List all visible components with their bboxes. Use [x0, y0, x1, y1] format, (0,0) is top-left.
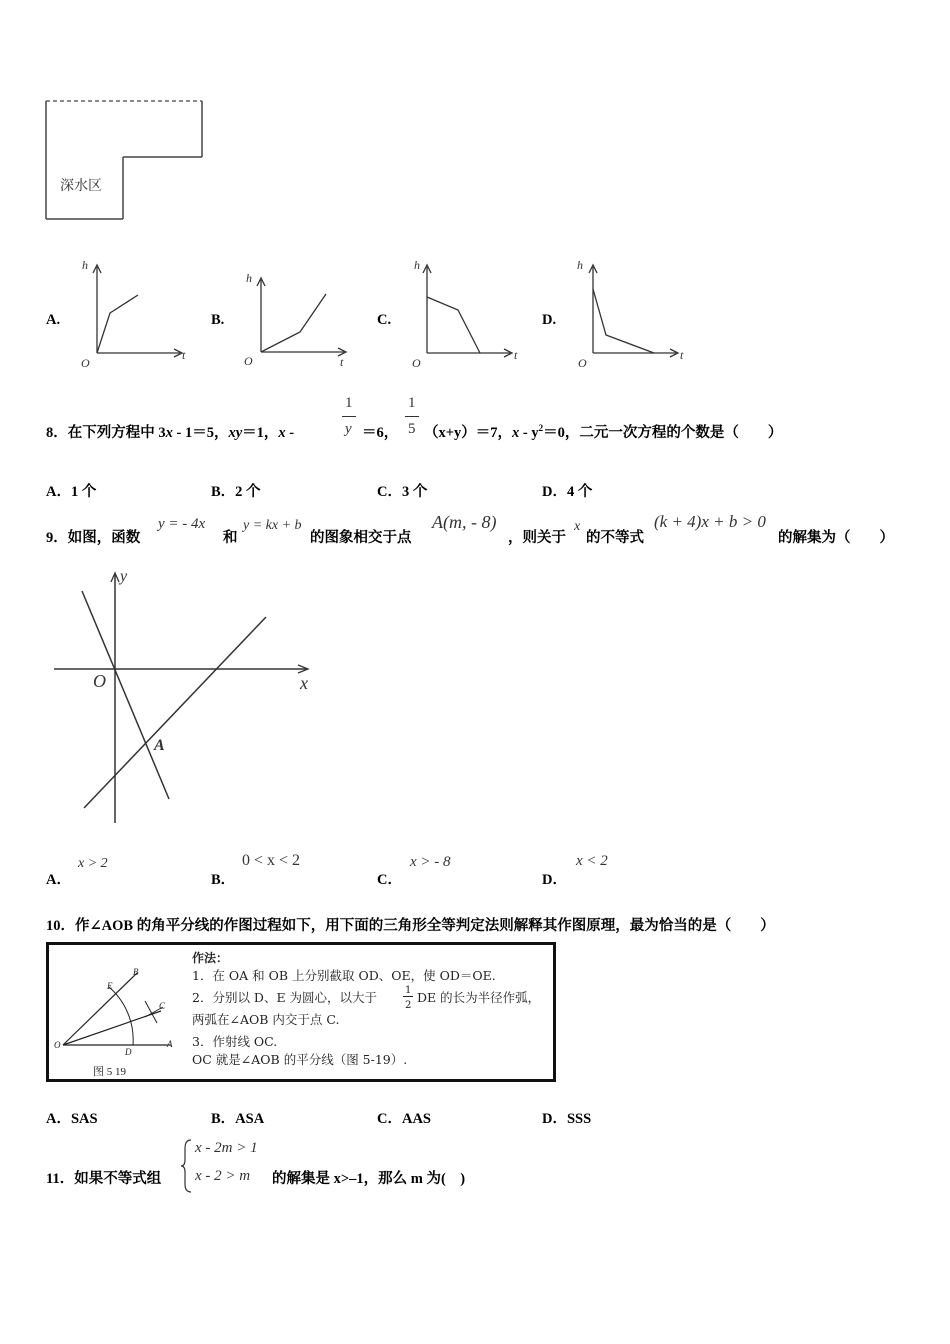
q8-text-2: - 1＝5，: [172, 425, 229, 441]
q8-var: xy: [228, 425, 243, 441]
axis-origin-label: O: [412, 356, 421, 370]
q7-option-c-label[interactable]: C.: [377, 312, 392, 328]
figure-caption: 图 5 19: [93, 1066, 126, 1078]
q7-option-b-label[interactable]: B.: [211, 312, 225, 328]
q11-text-1: 11．如果不等式组: [46, 1171, 162, 1187]
q9-text-5: 的不等式: [586, 530, 644, 546]
q10-option-b[interactable]: B．ASA: [211, 1111, 265, 1127]
q9-var-x: x: [574, 519, 581, 534]
axis-t-label: t: [340, 355, 344, 369]
label-b: B: [133, 967, 139, 977]
q8-frac1-bar: [342, 416, 356, 417]
q9-option-b-letter[interactable]: B．: [211, 872, 236, 888]
q8-var: x: [512, 425, 520, 441]
q9-option-b-math[interactable]: 0 < x < 2: [242, 852, 301, 869]
q8-option-a[interactable]: A．1 个: [46, 484, 97, 500]
q10-option-d[interactable]: D．SSS: [542, 1111, 592, 1127]
q9-text-2: 和: [223, 530, 238, 546]
q8-text-5: ＝6，: [362, 425, 399, 441]
axis-origin-label: O: [578, 356, 587, 370]
label-e: E: [107, 981, 113, 991]
label-c: C: [159, 1001, 166, 1011]
q8-text-3: ＝1，: [242, 425, 279, 441]
step-2-part-1: 2．分别以 D、E 为圆心，以大于: [192, 990, 378, 1005]
q8-frac2-den: 5: [408, 421, 416, 437]
q11-brace: [180, 1138, 194, 1194]
q10-stem: 10．作∠AOB 的角平分线的作图过程如下，用下面的三角形全等判定法则解释其作图原理，最为恰当的是（ ）: [46, 918, 775, 934]
q7-graph-b: [236, 262, 361, 370]
label-a: A: [167, 1039, 173, 1049]
q9-text-6: 的解集为（ ）: [778, 530, 894, 546]
q10-option-a[interactable]: A．SAS: [46, 1111, 98, 1127]
construction-step-1: 1．在 OA 和 OB 上分别截取 OD、OE，使 OD＝OE.: [192, 968, 496, 983]
q9-option-c-math[interactable]: x > - 8: [410, 854, 451, 870]
q8-superscript: 2: [538, 423, 544, 434]
axis-t-label: t: [514, 348, 518, 362]
q9-option-c-letter[interactable]: C．: [377, 872, 402, 888]
q8-text-7: - y: [519, 425, 539, 441]
q8-frac2-num: 1: [408, 395, 416, 411]
construction-header: 作法：: [192, 951, 229, 965]
q7-option-d-label[interactable]: D.: [542, 312, 557, 328]
q7-graph-d: [568, 255, 693, 370]
label-o: O: [54, 1040, 61, 1050]
q9-inequality: (k + 4)x + b > 0: [654, 512, 766, 531]
deep-water-label: 深水区: [60, 178, 102, 194]
axis-h-label: h: [82, 258, 88, 272]
q11-inequality-2: x - 2 > m: [195, 1168, 251, 1184]
q9-func2: y = kx + b: [243, 518, 302, 533]
q8-var: x: [278, 425, 286, 441]
axis-t-label: t: [182, 348, 186, 362]
q8-frac1-num: 1: [345, 395, 353, 411]
q7-option-a-label[interactable]: A.: [46, 312, 61, 328]
q7-graph-a: [72, 255, 197, 370]
construction-step-3: 3．作射线 OC.: [192, 1034, 278, 1049]
q7-graph-c: [402, 255, 527, 370]
q8-option-d[interactable]: D．4 个: [542, 484, 593, 500]
q9-option-d-math[interactable]: x < 2: [576, 853, 608, 869]
graph-y-label: y: [120, 568, 128, 585]
q11-text-2: 的解集是 x>–1，那么 m 为( ): [272, 1171, 466, 1187]
q9-option-a-math[interactable]: x > 2: [78, 856, 108, 871]
half-num: 1: [405, 985, 412, 996]
q8-text-4: -: [285, 425, 295, 441]
q9-text-4: ，则关于: [508, 530, 566, 546]
graph-origin-label: O: [93, 671, 106, 691]
pool-figure: [40, 95, 210, 225]
q10-construction-box: [46, 942, 556, 1082]
q9-option-a-letter[interactable]: A．: [46, 872, 71, 888]
q8-option-b[interactable]: B．2 个: [211, 484, 261, 500]
graph-x-label: x: [300, 673, 308, 693]
q8-text-8: ＝0，二元一次方程的个数是（ ）: [543, 425, 783, 441]
axis-h-label: h: [414, 258, 420, 272]
pool-diagram: [40, 95, 210, 225]
q9-text-1: 9．如图，函数: [46, 530, 141, 546]
q11-inequality-1: x - 2m > 1: [195, 1140, 258, 1156]
q8-text-6: （x+y）＝7，: [424, 425, 513, 441]
graph-point-a-label: A: [154, 737, 165, 754]
q9-option-d-letter[interactable]: D．: [542, 872, 567, 888]
q10-option-c[interactable]: C．AAS: [377, 1111, 431, 1127]
axis-h-label: h: [577, 258, 583, 272]
axis-origin-label: O: [244, 354, 253, 368]
q8-var: x: [165, 425, 173, 441]
label-d: D: [125, 1047, 132, 1057]
q9-graph: [48, 565, 323, 830]
q8-option-c[interactable]: C．3 个: [377, 484, 428, 500]
axis-t-label: t: [680, 348, 684, 362]
step-2-part-2: DE 的长为半径作弧，: [417, 990, 541, 1005]
q9-text-3: 的图象相交于点: [310, 530, 412, 546]
q10-construction-figure: [49, 945, 189, 1080]
half-den: 2: [405, 1000, 412, 1011]
q9-stem: [46, 510, 926, 550]
q9-point: A(m, - 8): [432, 512, 497, 532]
q8-frac2-bar: [405, 416, 419, 417]
q8-frac1-den: y: [345, 421, 352, 437]
axis-h-label: h: [246, 271, 252, 285]
q8-stem: [46, 395, 926, 445]
q8-text-1: 8．在下列方程中 3: [46, 425, 166, 441]
construction-step-2c: 两弧在∠AOB 内交于点 C.: [192, 1012, 340, 1027]
construction-conclusion: OC 就是∠AOB 的平分线（图 5-19）.: [192, 1052, 408, 1067]
q9-func1: y = - 4x: [158, 516, 206, 532]
construction-step-2: [192, 985, 557, 1011]
axis-origin-label: O: [81, 356, 90, 370]
